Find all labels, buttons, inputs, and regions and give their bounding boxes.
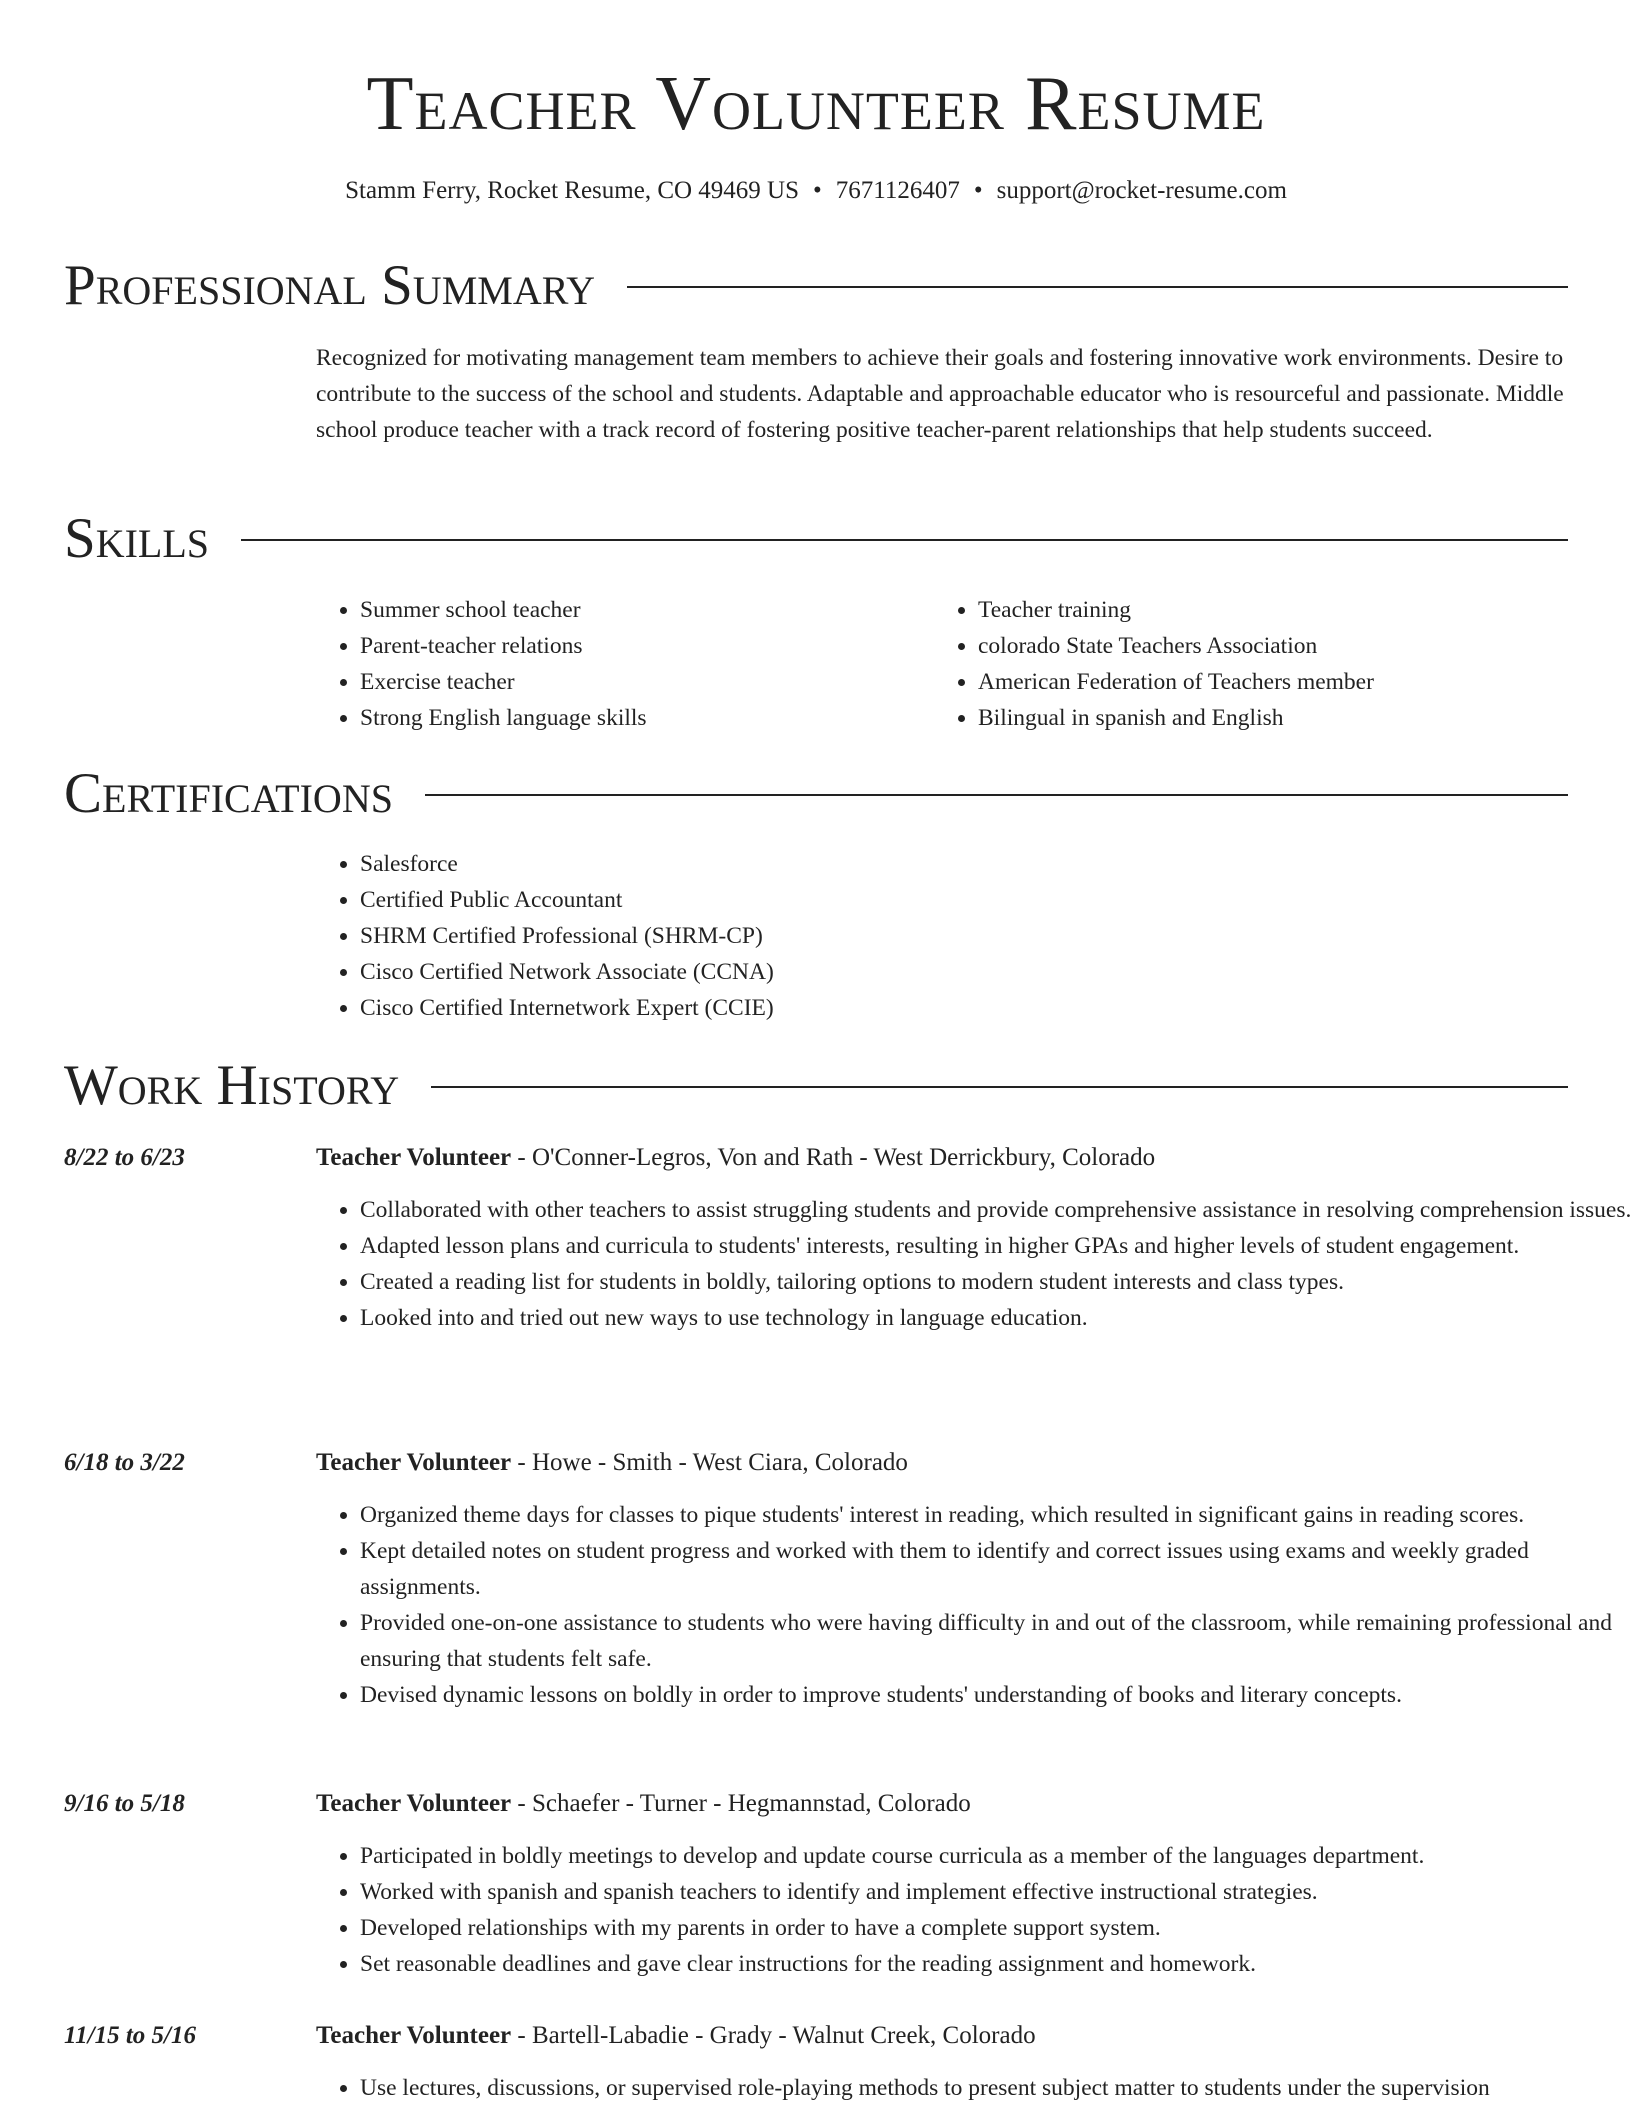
- contact-email: support@rocket-resume.com: [996, 177, 1287, 204]
- duty-item: • Worked with spanish and spanish teachers to identify and implement effective instructional strategies.: [360, 1874, 1632, 1910]
- summary-text: Recognized for motivating management team members to achieve their goals and fostering innovative work environments. Desire to contribute to the success of the school and students. Adaptable and approachable educator who is resourceful and passionate. Middle school produce teacher with a track record of fostering positive teacher-parent relationships that help students succeed.: [316, 345, 1564, 443]
- work-role: Teacher Volunteer: [316, 1144, 512, 1171]
- duty-item: • Developed relationships with my parents in order to have a complete support system.: [360, 1910, 1632, 1946]
- duty-item: • Collaborated with other teachers to assist struggling students and provide comprehensive assistance in resolving comprehension issues.: [360, 1192, 1632, 1228]
- work-entry-header: [316, 1786, 971, 1822]
- duty-item: • Use lectures, discussions, or supervised role-playing methods to present subject matter to students under the supervision: [360, 2070, 1632, 2106]
- duty-item: • Created a reading list for students in boldly, tailoring options to modern student interests and class types.: [360, 1264, 1632, 1300]
- skill-item: • Summer school teacher: [360, 592, 926, 628]
- contact-phone: 7671126407: [835, 177, 960, 204]
- section-title-summary: Professional Summary: [64, 254, 596, 317]
- duties-list: [316, 1838, 1632, 1982]
- work-duties: [316, 1192, 1632, 1336]
- work-duties: [316, 2070, 1632, 2106]
- skills-column-left: [316, 592, 926, 736]
- skill-item: • Parent-teacher relations: [360, 628, 926, 664]
- work-employer: - Howe - Smith - West Ciara, Colorado: [511, 1449, 908, 1476]
- duties-list: [316, 1192, 1632, 1336]
- work-role: Teacher Volunteer: [316, 2022, 512, 2049]
- duties-list: [316, 2070, 1632, 2106]
- duty-item: • Set reasonable deadlines and gave clear instructions for the reading assignment and homework.: [360, 1946, 1632, 1982]
- certifications-list: [316, 846, 1516, 1026]
- section-header-skills: [64, 507, 1568, 571]
- skill-item: • Exercise teacher: [360, 664, 926, 700]
- section-divider: [431, 1086, 1568, 1088]
- section-divider: [627, 286, 1568, 288]
- contact-line: [0, 176, 1632, 206]
- duty-item: • Provided one-on-one assistance to students who were having difficulty in and out of the classroom, while remaining professional and ensuring that students felt safe.: [360, 1605, 1632, 1677]
- resume-title: Teacher Volunteer Resume: [366, 60, 1266, 146]
- contact-address: Stamm Ferry, Rocket Resume, CO 49469 US: [345, 177, 799, 204]
- skill-item: • Teacher training: [978, 592, 1574, 628]
- skill-item: • American Federation of Teachers member: [978, 664, 1574, 700]
- skills-list-right: [934, 592, 1574, 736]
- section-divider: [241, 539, 1568, 541]
- certification-item: • Cisco Certified Network Associate (CCNA): [360, 954, 1516, 990]
- duty-item: • Participated in boldly meetings to develop and update course curricula as a member of the languages department.: [360, 1838, 1632, 1874]
- duty-item: • Kept detailed notes on student progress and worked with them to identify and correct issues using exams and weekly graded assignments.: [360, 1533, 1632, 1605]
- duty-item: • Looked into and tried out new ways to use technology in language education.: [360, 1300, 1632, 1336]
- work-dates: 6/18 to 3/22: [64, 1449, 185, 1476]
- work-entry-header: [316, 2018, 1036, 2054]
- work-role: Teacher Volunteer: [316, 1449, 512, 1476]
- skills-list-left: [316, 592, 926, 736]
- contact-separator: •: [973, 177, 983, 204]
- section-header-certifications: [64, 762, 1568, 826]
- certification-item: • SHRM Certified Professional (SHRM-CP): [360, 918, 1516, 954]
- work-dates: 11/15 to 5/16: [64, 2022, 196, 2049]
- section-title-work-history: Work History: [64, 1054, 400, 1117]
- certification-item: • Salesforce: [360, 846, 1516, 882]
- skill-item: • Bilingual in spanish and English: [978, 700, 1574, 736]
- section-header-work-history: [64, 1054, 1568, 1118]
- certification-item: • Cisco Certified Internetwork Expert (CCIE): [360, 990, 1516, 1026]
- skill-item: • Strong English language skills: [360, 700, 926, 736]
- work-dates: 9/16 to 5/18: [64, 1790, 185, 1817]
- work-dates: 8/22 to 6/23: [64, 1144, 185, 1171]
- work-employer: - Bartell-Labadie - Grady - Walnut Creek, Colorado: [511, 2022, 1036, 2049]
- section-title-skills: Skills: [64, 507, 210, 570]
- section-divider: [425, 794, 1568, 796]
- certifications-block: [316, 846, 1516, 1026]
- certification-item: • Certified Public Accountant: [360, 882, 1516, 918]
- skill-item: • colorado State Teachers Association: [978, 628, 1574, 664]
- work-entry-header: [316, 1445, 908, 1481]
- contact-separator: •: [813, 177, 822, 204]
- work-entry-header: [316, 1140, 1155, 1176]
- work-duties: [316, 1838, 1632, 1982]
- duty-item: • Devised dynamic lessons on boldly in order to improve students' understanding of books and literary concepts.: [360, 1677, 1632, 1713]
- section-title-certifications: Certifications: [64, 762, 393, 825]
- duty-item: • Adapted lesson plans and curricula to students' interests, resulting in higher GPAs and higher levels of student engagement.: [360, 1228, 1632, 1264]
- work-role: Teacher Volunteer: [316, 1790, 512, 1817]
- skills-column-right: [934, 592, 1574, 736]
- work-employer: - O'Conner-Legros, Von and Rath - West Derrickbury, Colorado: [511, 1144, 1156, 1171]
- section-header-summary: [64, 254, 1568, 318]
- duty-item: • Organized theme days for classes to pique students' interest in reading, which resulted in significant gains in reading scores.: [360, 1497, 1632, 1533]
- work-employer: - Schaefer - Turner - Hegmannstad, Colorado: [511, 1790, 971, 1817]
- work-duties: [316, 1497, 1632, 1713]
- duties-list: [316, 1497, 1632, 1713]
